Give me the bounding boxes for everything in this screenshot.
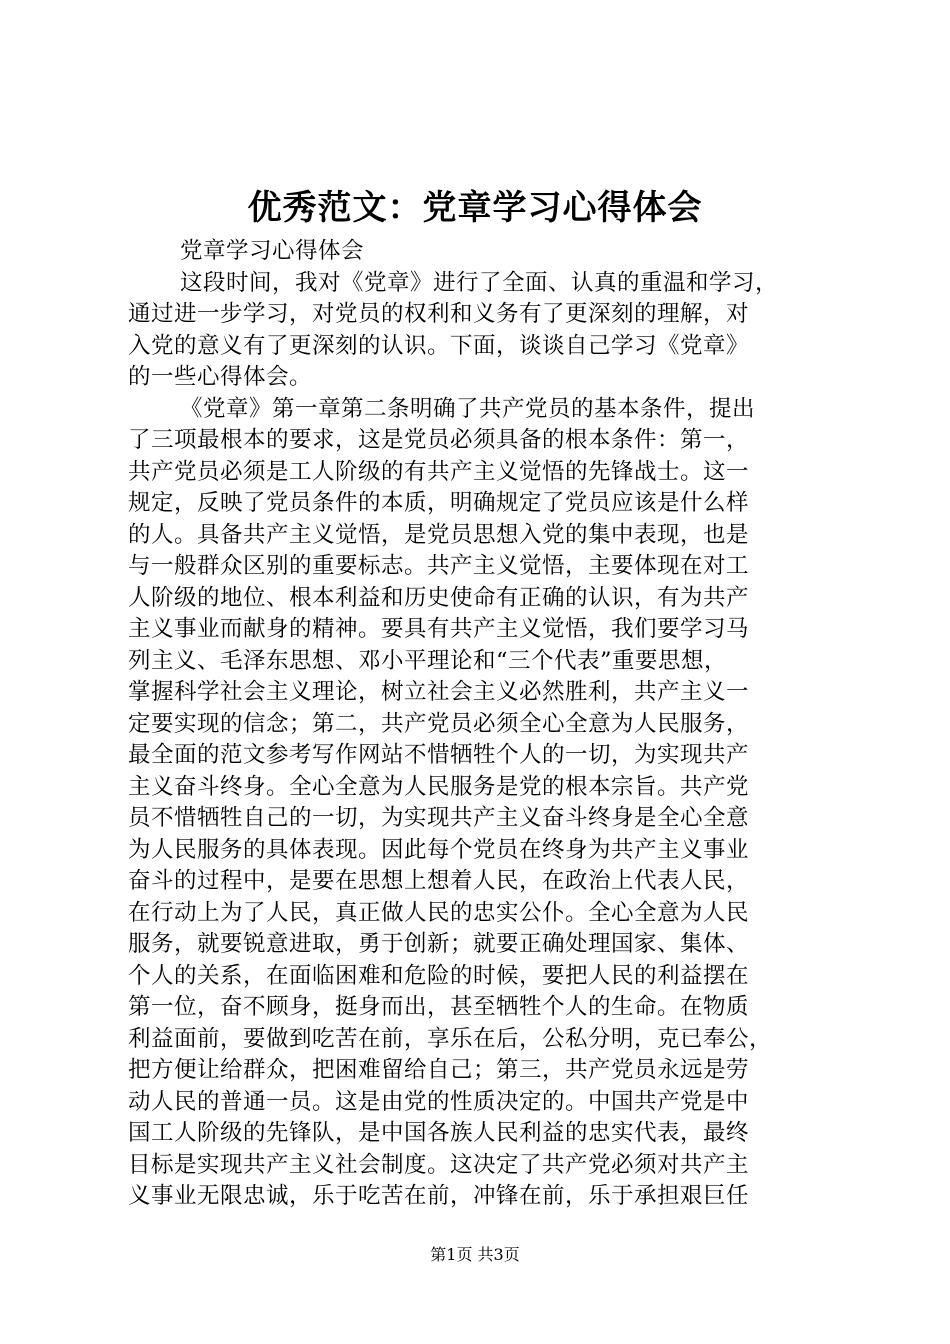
text-line: 入党的意义有了更深刻的认识。下面，谈谈自己学习《党章》 xyxy=(128,332,750,359)
text-line: 党章学习心得体会 xyxy=(180,238,365,264)
document-body xyxy=(128,236,840,1213)
text-line: 在行动上为了人民，真正做人民的忠实公仆。全心全意为人民 xyxy=(128,899,750,926)
text-line: 与一般群众区别的重要标志。共产主义觉悟，主要体现在对工 xyxy=(128,553,750,579)
text-line: 最全面的范文参考写作网站不惜牺牲个人的一切，为实现共产 xyxy=(128,742,750,768)
text-line: 了三项最根本的要求，这是党员必须具备的根本条件：第一， xyxy=(128,427,750,453)
text-line: 通过进一步学习，对党员的权利和义务有了更深刻的理解，对 xyxy=(128,301,750,327)
text-line: 规定，反映了党员条件的本质，明确规定了党员应该是什么样 xyxy=(128,490,750,516)
text-line: 主义事业而献身的精神。要具有共产主义觉悟，我们要学习马 xyxy=(128,616,750,642)
page-title: 优秀范文：党章学习心得体会 xyxy=(247,188,703,228)
text-line: 为人民服务的具体表现。因此每个党员在终身为共产主义事业 xyxy=(128,836,750,863)
text-line: 义事业无限忠诚，乐于吃苦在前，冲锋在前，乐于承担艰巨任 xyxy=(128,1183,750,1209)
text-line: 员不惜牺牲自己的一切，为实现共产主义奋斗终身是全心全意 xyxy=(128,805,750,831)
text-line: 这段时间，我对《党章》进行了全面、认真的重温和学习， xyxy=(180,269,779,296)
text-line: 掌握科学社会主义理论，树立社会主义必然胜利，共产主义一 xyxy=(128,679,750,705)
page-footer: 第1页 共3页 xyxy=(430,1245,520,1264)
text-line: 第一位，奋不顾身，挺身而出，甚至牺牲个人的生命。在物质 xyxy=(128,994,750,1020)
text-line: 定要实现的信念；第二，共产党员必须全心全意为人民服务， xyxy=(128,710,750,737)
text-line: 的人。具备共产主义觉悟，是党员思想入党的集中表现，也是 xyxy=(128,521,750,548)
text-line: 动人民的普通一员。这是由党的性质决定的。中国共产党是中 xyxy=(128,1088,750,1115)
text-line: 的一些心得体会。 xyxy=(128,364,313,390)
text-line: 服务，就要锐意进取，勇于创新；就要正确处理国家、集体、 xyxy=(128,931,750,957)
text-line: 人阶级的地位、根本利益和历史使命有正确的认识，有为共产 xyxy=(128,584,750,611)
text-line: 利益面前，要做到吃苦在前，享乐在后，公私分明，克已奉公， xyxy=(128,1025,773,1052)
text-line: 国工人阶级的先锋队，是中国各族人民利益的忠实代表，最终 xyxy=(128,1120,750,1146)
text-line: 列主义、毛泽东思想、邓小平理论和“三个代表”重要思想， xyxy=(128,647,728,674)
text-line: 共产党员必须是工人阶级的有共产主义觉悟的先锋战士。这一 xyxy=(128,458,750,485)
text-line: 目标是实现共产主义社会制度。这决定了共产党必须对共产主 xyxy=(128,1151,750,1178)
text-line: 奋斗的过程中，是要在思想上想着人民，在政治上代表人民， xyxy=(128,868,750,894)
text-line: 主义奋斗终身。全心全意为人民服务是党的根本宗旨。共产党 xyxy=(128,773,750,800)
text-line: 《党章》第一章第二条明确了共产党员的基本条件，提出 xyxy=(180,395,756,422)
text-line: 把方便让给群众，把困难留给自己；第三，共产党员永远是劳 xyxy=(128,1057,750,1083)
text-line: 个人的关系，在面临困难和危险的时候，要把人民的利益摆在 xyxy=(128,962,750,989)
